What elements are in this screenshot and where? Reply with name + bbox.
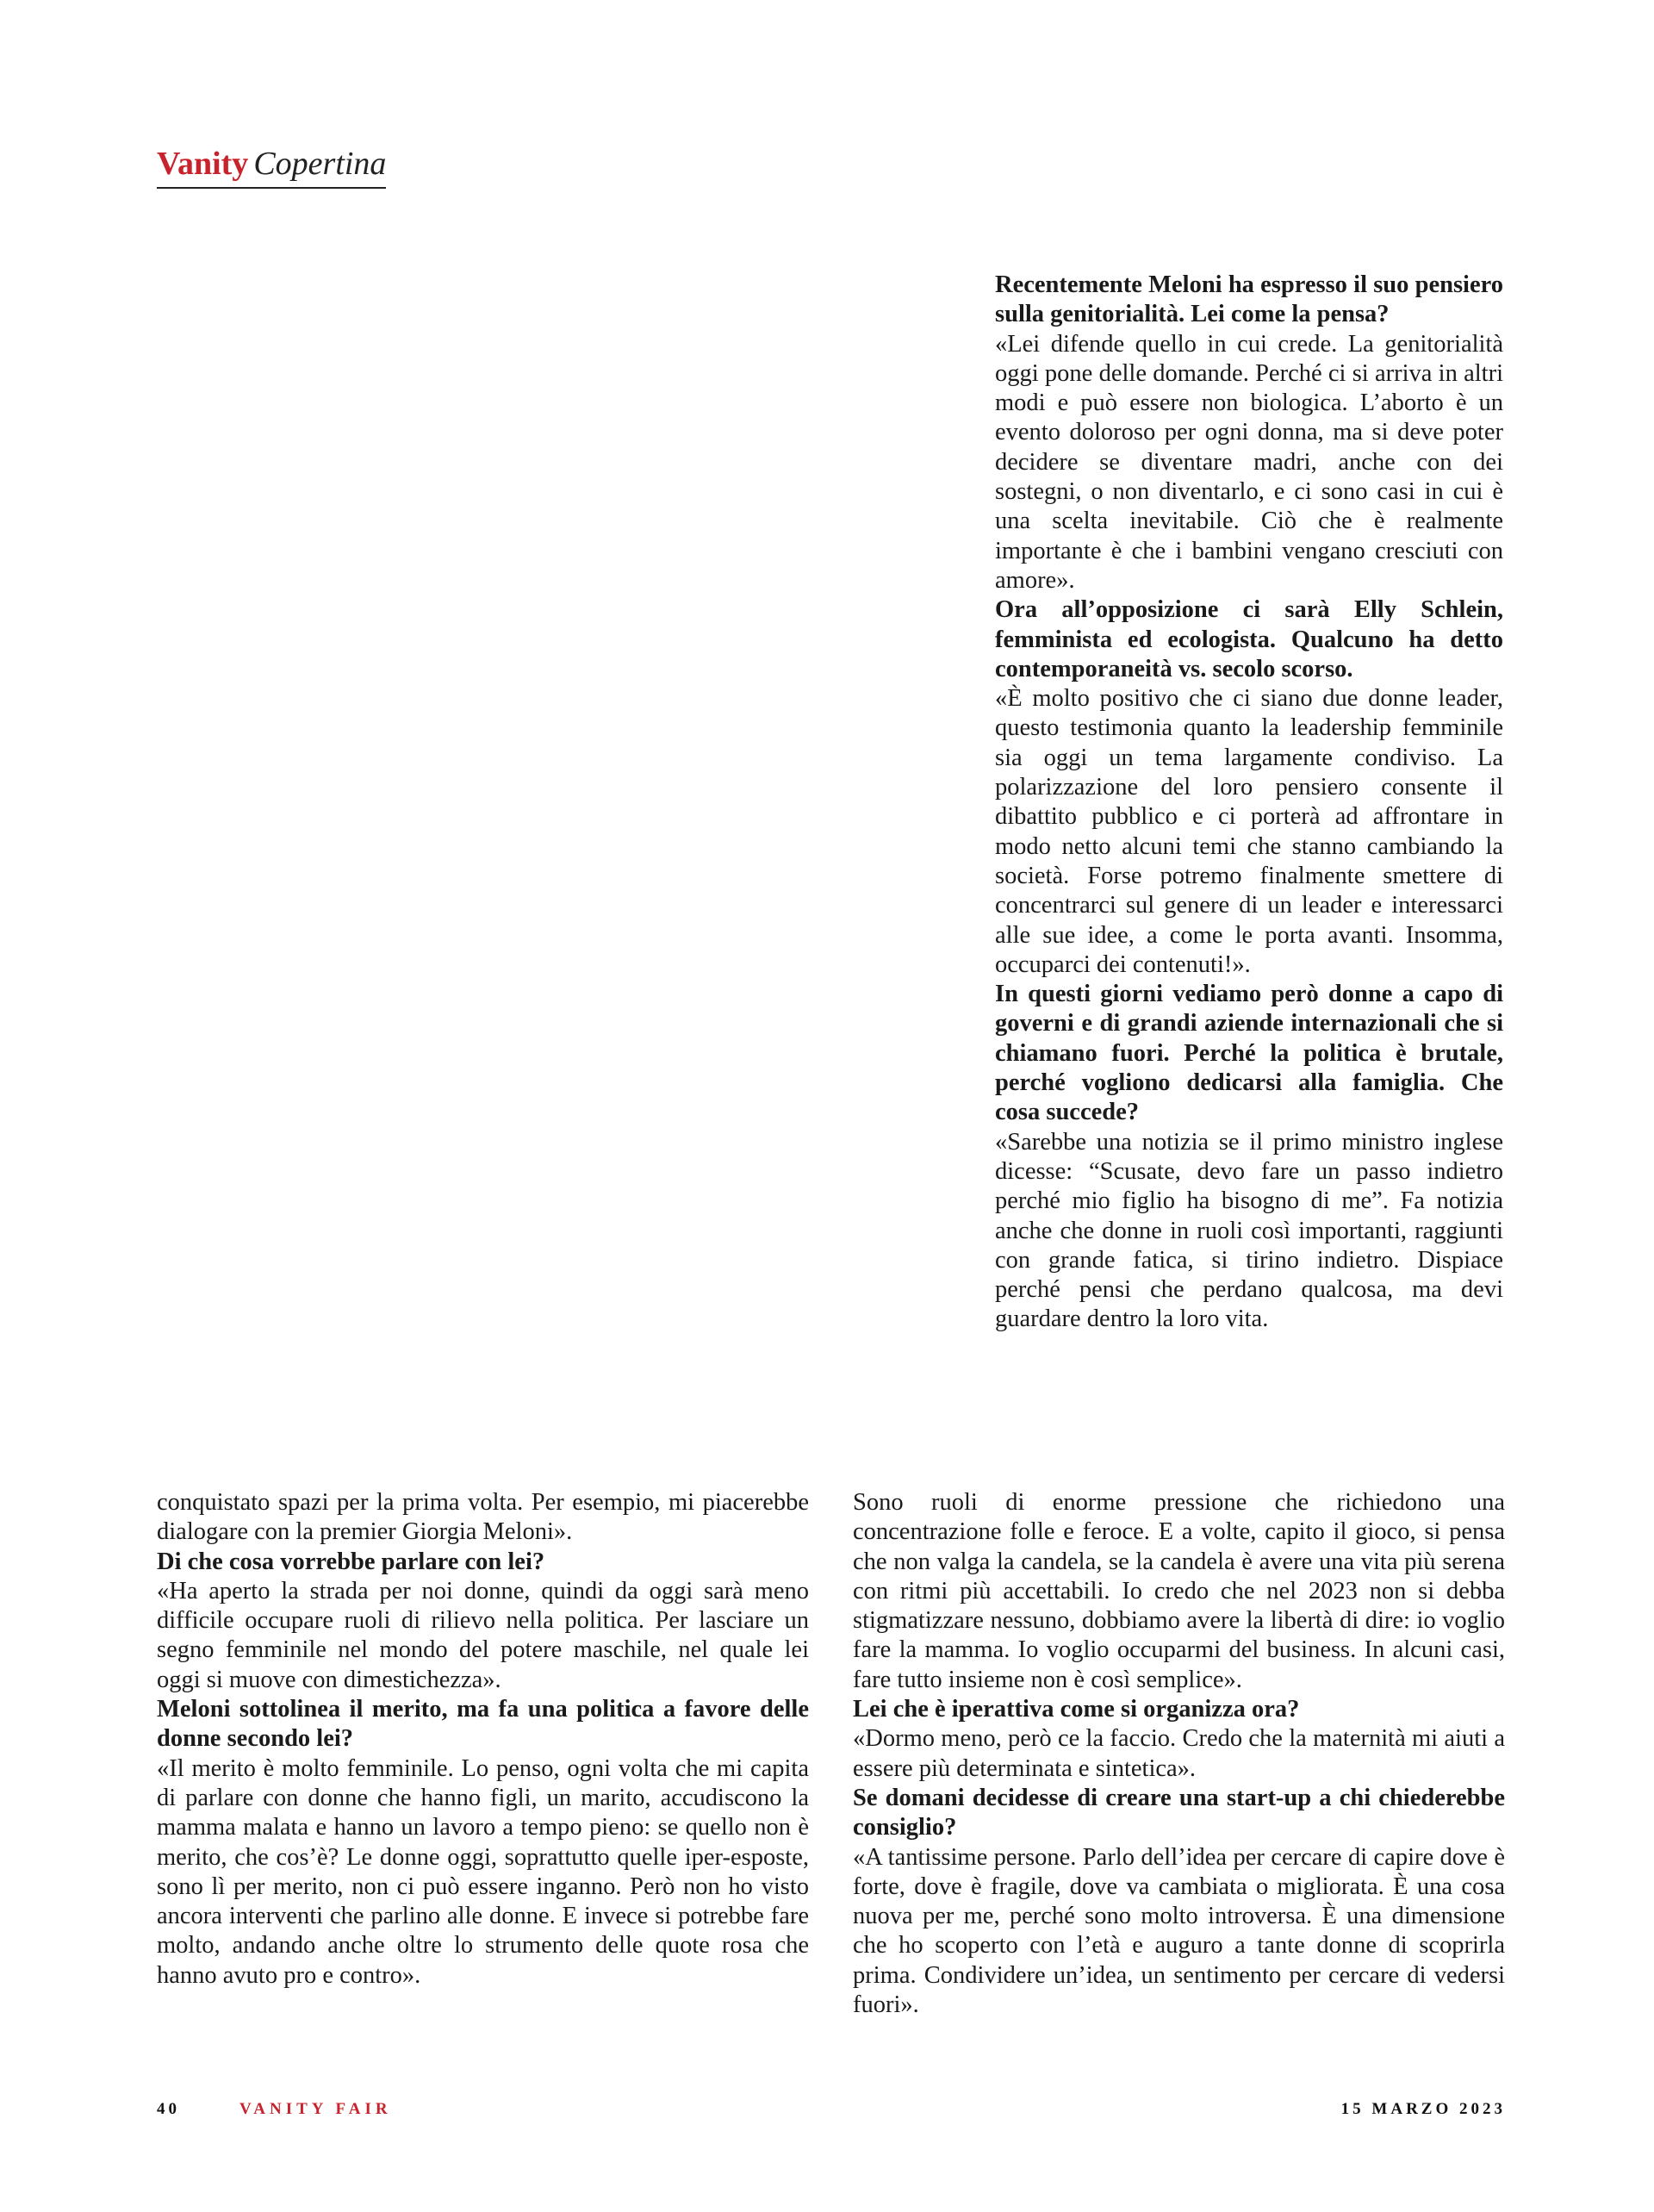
page-number: 40 [157,2100,180,2118]
section-header [157,145,386,189]
answer-paragraph: Sono ruoli di enorme pressione che richiedono una concentrazione folle e feroce. E a volte, capito il gioco, si pensa che non valga la candela, se la candela è avere una vita più serena con ritmi più accettabili. Io credo che nel 2023 non si debba stigmatizzare nessuno, dobbiamo avere la libertà di dire: io voglio fare la mamma. Io voglio occuparmi del business. In alcuni casi, fare tutto insieme non è così semplice». [853,1489,1505,1693]
question-paragraph: Lei che è iperattiva come si organizza ora? [853,1696,1300,1723]
answer-paragraph: «Il merito è molto femminile. Lo penso, ogni volta che mi capita di parlare con donne che hanno figli, un marito, accudiscono la mamma malata e hanno un lavoro a tempo pieno: se quello non è merito, che cos’è? Le donne oggi, soprattutto quelle iper-esposte, sono lì per merito, non ci può essere inganno. Però non ho visto ancora interventi che parlino alle donne. E invece si potrebbe fare molto, andando anche oltre lo strumento delle quote rosa che hanno avuto pro e contro». [157,1754,809,1989]
answer-paragraph: conquistato spazi per la prima volta. Per esempio, mi piacerebbe dialogare con la premier Giorgia Meloni». [157,1489,809,1546]
issue-date: 15 MARZO 2023 [1340,2100,1506,2118]
article-column-right [995,271,1503,1335]
question-paragraph: Meloni sottolinea il merito, ma fa una politica a favore delle donne secondo lei? [157,1696,809,1753]
answer-paragraph: «Lei difende quello in cui crede. La genitorialità oggi pone delle domande. Perché ci si arriva in altri modi e può essere non biologica. L’aborto è un evento doloroso per ogni donna, ma si deve poter decidere se diventare madri, anche con dei sostegni, o non diventarlo, e ci sono casi in cui è una scelta inevitabile. Ciò che è realmente importante è che i bambini vengano cresciuti con amore». [995,330,1503,594]
question-paragraph: Di che cosa vorrebbe parlare con lei? [157,1548,545,1575]
answer-paragraph: «Ha aperto la strada per noi donne, quindi da oggi sarà meno difficile occupare ruoli di rilievo nella politica. Per lasciare un segno femminile nel mondo del potere maschile, nel quale lei oggi si muove con dimestichezza». [157,1577,809,1693]
answer-paragraph: «È molto positivo che ci siano due donne leader, questo testimonia quanto la leadership femminile sia oggi un tema largamente condiviso. La polarizzazione del loro pensiero consente il dibattito pubblico e ci porterà ad affrontare in modo netto alcuni temi che stanno cambiando la società. Forse potremo finalmente smettere di concentrarci sul genere di un leader e interessarci alle sue idee, a come le porta avanti. Insomma, occuparci dei contenuti!». [995,685,1503,978]
brand-title: Vanity [157,146,249,182]
question-paragraph: Se domani decidesse di creare una start-up a chi chiederebbe consiglio? [853,1784,1505,1841]
header-underline [157,145,386,189]
article-column-left [157,1488,809,1991]
answer-paragraph: «A tantissime persone. Parlo dell’idea per cercare di capire dove è forte, dove è fragile, dove va cambiata o migliorata. È una cosa nuova per me, perché sono molto introversa. È una dimensione che ho scoperto con l’età e auguro a tante donne di scoprirla prima. Condividere un’idea, un sentimento per cercare di vedersi fuori». [853,1843,1505,2019]
answer-paragraph: «Dormo meno, però ce la faccio. Credo che la maternità mi aiuti a essere più determinata e sintetica». [853,1725,1505,1782]
section-title: Copertina [253,146,387,182]
question-paragraph: Recentemente Meloni ha espresso il suo pensiero sulla genitorialità. Lei come la pensa? [995,271,1503,328]
question-paragraph: In questi giorni vediamo però donne a capo di governi e di grandi aziende internazionali che si chiamano fuori. Perché la politica è brutale, perché vogliono dedicarsi alla famiglia. Che cosa succede? [995,981,1503,1126]
article-column-bottom-right [853,1488,1505,2020]
magazine-name: VANITY FAIR [239,2100,392,2118]
answer-paragraph: «Sarebbe una notizia se il primo ministro inglese dicesse: “Scusate, devo fare un passo indietro perché mio figlio ha bisogno di me”. Fa notizia anche che donne in ruoli così importanti, raggiunti con grande fatica, si tirino indietro. Dispiace perché pensi che perdano qualcosa, ma devi guardare dentro la loro vita. [995,1128,1503,1333]
question-paragraph: Ora all’opposizione ci sarà Elly Schlein, femminista ed ecologista. Qualcuno ha detto contemporaneità vs. secolo scorso. [995,596,1503,682]
